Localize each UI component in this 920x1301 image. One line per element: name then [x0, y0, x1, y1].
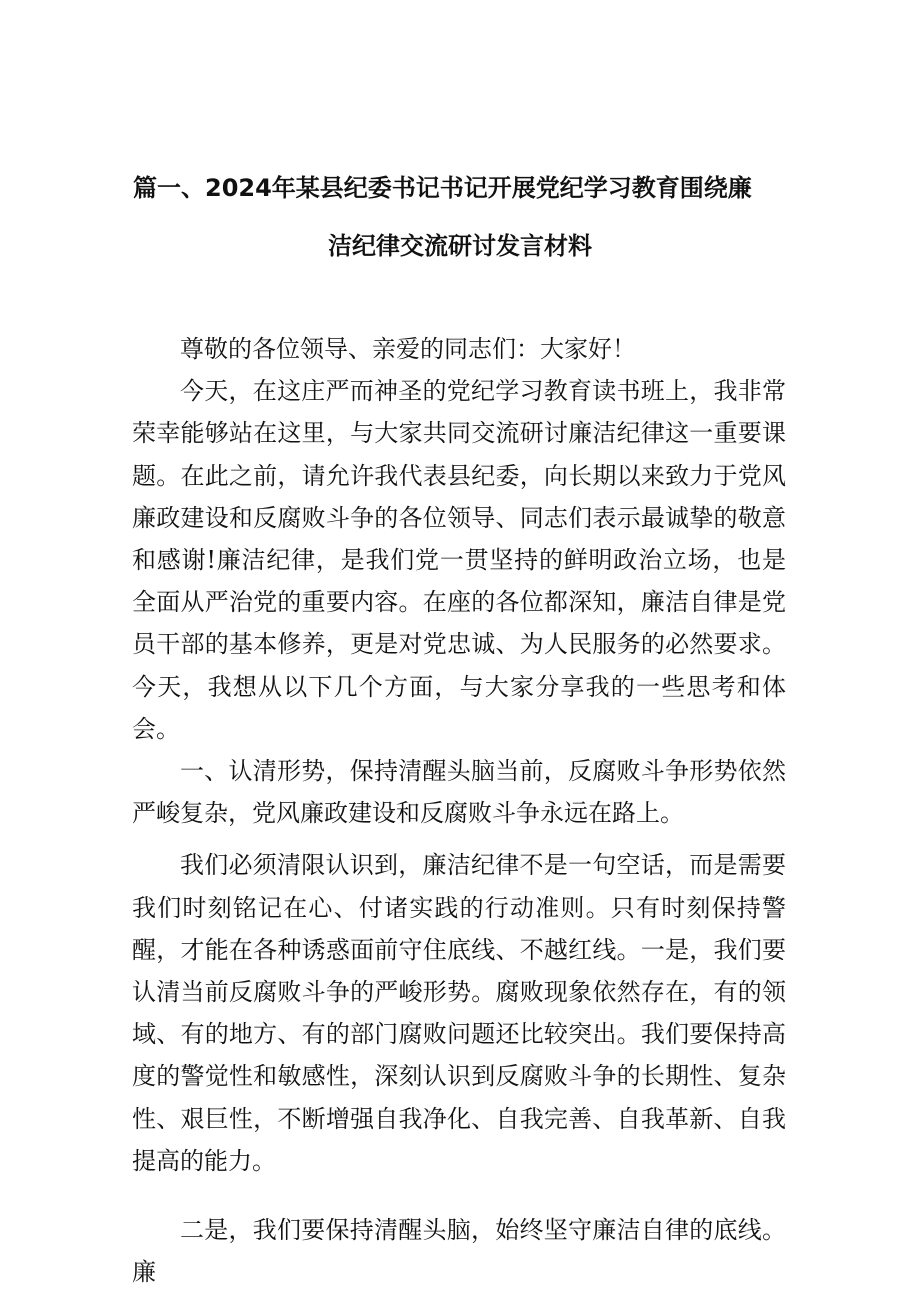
paragraph-section-one-heading: 一、认清形势，保持清醒头脑当前，反腐败斗争形势依然严峻复杂，党风廉政建设和反腐败斗争永远在路上。 — [132, 757, 786, 828]
document-body — [132, 328, 786, 1293]
paragraph-point-two: 二是，我们要保持清醒头脑，始终坚守廉洁自律的底线。廉 — [132, 1216, 786, 1287]
paragraph-section-one-body: 我们必须清限认识到，廉洁纪律不是一句空话，而是需要我们时刻铭记在心、付诸实践的行动准则。只有时刻保持警醒，才能在各种诱惑面前守住底线、不越红线。一是，我们要认清当前反腐败斗争的严峻形势。腐败现象依然存在，有的领域、有的地方、有的部门腐败问题还比较突出。我们要保持高度的警觉性和敏感性，深刻认识到反腐败斗争的长期性、复杂性、艰巨性，不断增强自我净化、自我完善、自我革新、自我提高的能力。 — [132, 851, 786, 1175]
paragraph-greeting: 尊敬的各位领导、亲爱的同志们：大家好！ — [180, 335, 636, 363]
paragraph-opening: 今天，在这庄严而神圣的党纪学习教育读书班上，我非常荣幸能够站在这里，与大家共同交流研讨廉洁纪律这一重要课题。在此之前，请允许我代表县纪委，向长期以来致力于党风廉政建设和反腐败斗争的各位领导、同志们表示最诚挚的敬意和感谢!廉洁纪律，是我们党一贯坚持的鲜明政治立场，也是全面从严治党的重要内容。在座的各位都深知，廉洁自律是党员干部的基本修养，更是对党忠诚、为人民服务的必然要求。今天，我想从以下几个方面，与大家分享我的一些思考和体会。 — [132, 377, 786, 743]
document-title-line-1: 篇一、2024年某县纪委书记书记开展党纪学习教育围绕廉 — [133, 174, 752, 202]
document-title-line-2: 洁纪律交流研讨发言材料 — [328, 232, 592, 260]
